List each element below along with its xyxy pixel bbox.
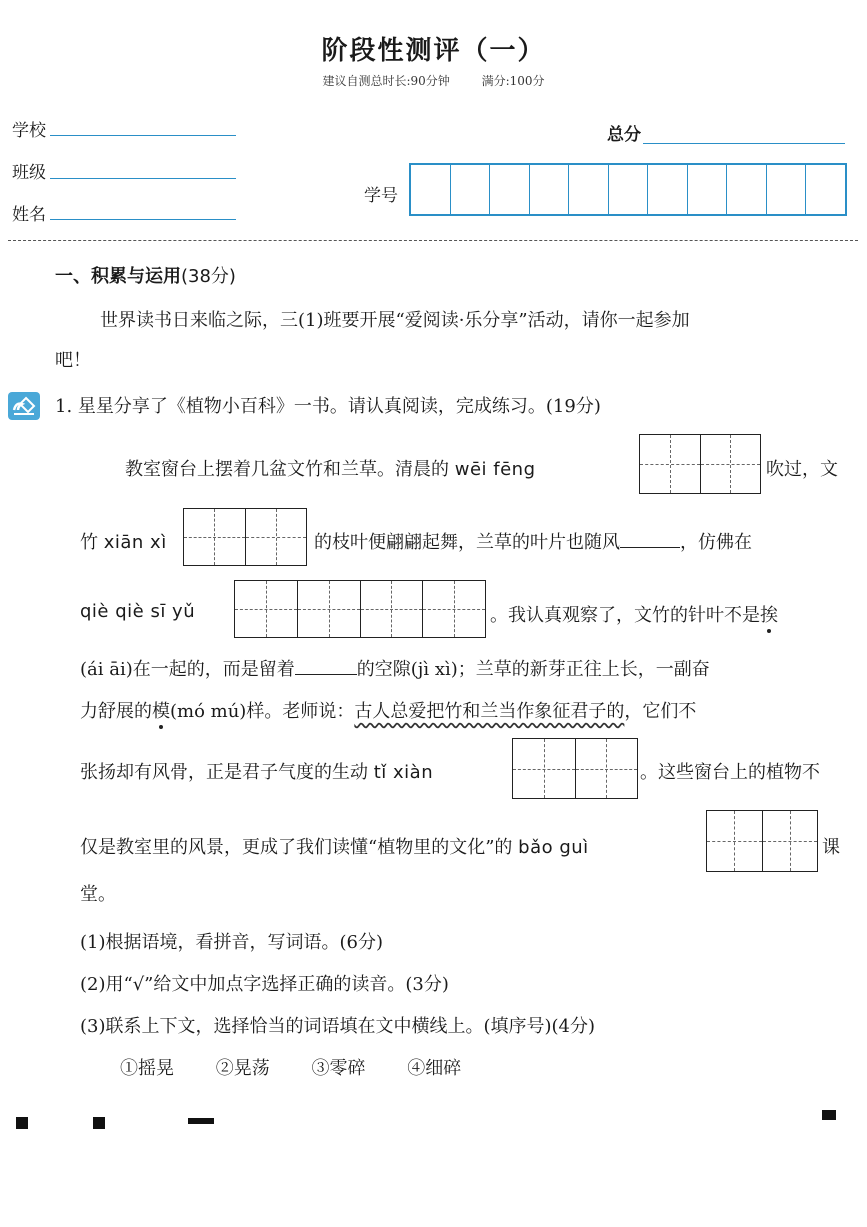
- section-title: 一、积累与运用: [55, 266, 181, 287]
- sub-question-2: (2)用“√”给文中加点字选择正确的读音。(3分): [80, 974, 449, 995]
- student-id-cell[interactable]: [490, 165, 530, 214]
- passage-line: [80, 655, 710, 681]
- pinyin-prompt: xiān xì: [103, 532, 167, 553]
- pinyin-prompt: tǐ xiàn: [373, 762, 434, 783]
- answer-grid-xianxi[interactable]: [183, 508, 307, 566]
- wavy-underlined-text: 古人总爱把竹和兰当作象征君子的: [354, 701, 625, 722]
- registration-mark: [822, 1110, 836, 1120]
- student-id-cell[interactable]: [688, 165, 728, 214]
- registration-mark: [16, 1117, 28, 1129]
- page-title: 阶段性测评（一）: [321, 36, 546, 66]
- student-id-cell[interactable]: [727, 165, 767, 214]
- options-row: [120, 1054, 461, 1080]
- total-score-label: 总分: [607, 125, 641, 145]
- total-score-field[interactable]: [643, 143, 845, 144]
- time-hint: 建议自测总时长:90分钟: [322, 74, 450, 88]
- class-field[interactable]: [50, 178, 236, 179]
- sub-question-3: (3)联系上下文，选择恰当的词语填在文中横线上。(填序号)(4分): [80, 1016, 596, 1037]
- passage-line: [80, 697, 696, 723]
- divider: [8, 240, 858, 241]
- passage-text: 力舒展的: [80, 701, 152, 722]
- school-field[interactable]: [50, 135, 236, 136]
- passage-text: 的空隙(jì xì)；兰草的新芽正往上长，一副奋: [356, 659, 710, 680]
- passage-text: 竹: [80, 532, 98, 553]
- student-id-cell[interactable]: [411, 165, 451, 214]
- option-4: ④细碎: [407, 1058, 462, 1079]
- passage-text: ，它们不: [624, 701, 697, 722]
- exam-meta: [0, 72, 867, 89]
- passage-text: 堂。: [80, 884, 116, 905]
- section-heading: [55, 262, 236, 288]
- passage-text: 张扬却有风骨，正是君子气度的生动: [80, 762, 368, 783]
- option-2: ②晃荡: [215, 1058, 270, 1079]
- school-label: 学校: [12, 121, 46, 141]
- passage-line: [80, 528, 167, 554]
- pinyin-prompt: wēi fēng: [454, 459, 536, 480]
- student-id-cell[interactable]: [648, 165, 688, 214]
- option-3: ③零碎: [311, 1058, 366, 1079]
- intro-line-2: 吧！: [55, 350, 91, 371]
- passage-text: (ái āi)在一起的，而是留着: [80, 659, 295, 680]
- passage-text: 教室窗台上摆着几盆文竹和兰草。清晨的: [125, 459, 449, 480]
- student-id-cell[interactable]: [609, 165, 649, 214]
- passage-text: 。这些窗台上的植物不: [640, 762, 820, 783]
- passage-text: 吹过，文: [766, 459, 838, 480]
- full-score: 满分:100分: [481, 74, 545, 88]
- name-label: 姓名: [12, 205, 46, 225]
- pinyin-prompt: qiè qiè sī yǔ: [80, 601, 196, 622]
- answer-grid-qieqie[interactable]: [234, 580, 486, 638]
- option-1: ①摇晃: [120, 1058, 174, 1079]
- student-id-cell[interactable]: [767, 165, 807, 214]
- passage-line: [490, 601, 778, 627]
- passage-line: [125, 455, 536, 481]
- student-id-cell[interactable]: [569, 165, 609, 214]
- dotted-char: 模: [152, 697, 170, 723]
- pinyin-prompt: bǎo guì: [518, 837, 589, 858]
- answer-grid-weifeng[interactable]: [639, 434, 761, 494]
- passage-line: [80, 833, 589, 859]
- fill-blank-2[interactable]: [295, 673, 357, 675]
- name-field[interactable]: [50, 219, 236, 220]
- section-points: (38分): [181, 266, 236, 287]
- passage-text: 的枝叶便翩翩起舞，兰草的叶片也随风: [314, 532, 620, 553]
- sub-question-1: (1)根据语境，看拼音，写词语。(6分): [80, 932, 383, 953]
- student-id-cell[interactable]: [451, 165, 491, 214]
- passage-text: (mó mú)样。老师说：: [170, 701, 355, 722]
- intro-line-1: 世界读书日来临之际，三(1)班要开展“爱阅读·乐分享”活动，请你一起参加: [100, 310, 690, 331]
- passage-text: 仅是教室里的风景，更成了我们读懂“植物里的文化”的: [80, 837, 513, 858]
- answer-grid-baogui[interactable]: [706, 810, 818, 872]
- class-label: 班级: [12, 163, 46, 183]
- passage-text: ，仿佛在: [680, 532, 752, 553]
- passage-text: 课: [822, 837, 840, 858]
- fill-blank-1[interactable]: [620, 546, 680, 548]
- pencil-note-icon: [8, 392, 40, 420]
- registration-mark: [93, 1117, 105, 1129]
- passage-line: [314, 528, 752, 554]
- student-id-label: 学号: [364, 186, 398, 206]
- answer-grid-tixian[interactable]: [512, 738, 638, 799]
- student-id-cell[interactable]: [806, 165, 845, 214]
- student-id-grid[interactable]: [409, 163, 847, 216]
- passage-text: 。我认真观察了，文竹的针叶不是: [490, 605, 760, 626]
- passage-line: [80, 758, 433, 784]
- registration-mark: [188, 1118, 214, 1124]
- student-id-cell[interactable]: [530, 165, 570, 214]
- dotted-char: 挨: [760, 601, 778, 627]
- question-1-stem: 1. 星星分享了《植物小百科》一书。请认真阅读，完成练习。(19分): [55, 396, 601, 417]
